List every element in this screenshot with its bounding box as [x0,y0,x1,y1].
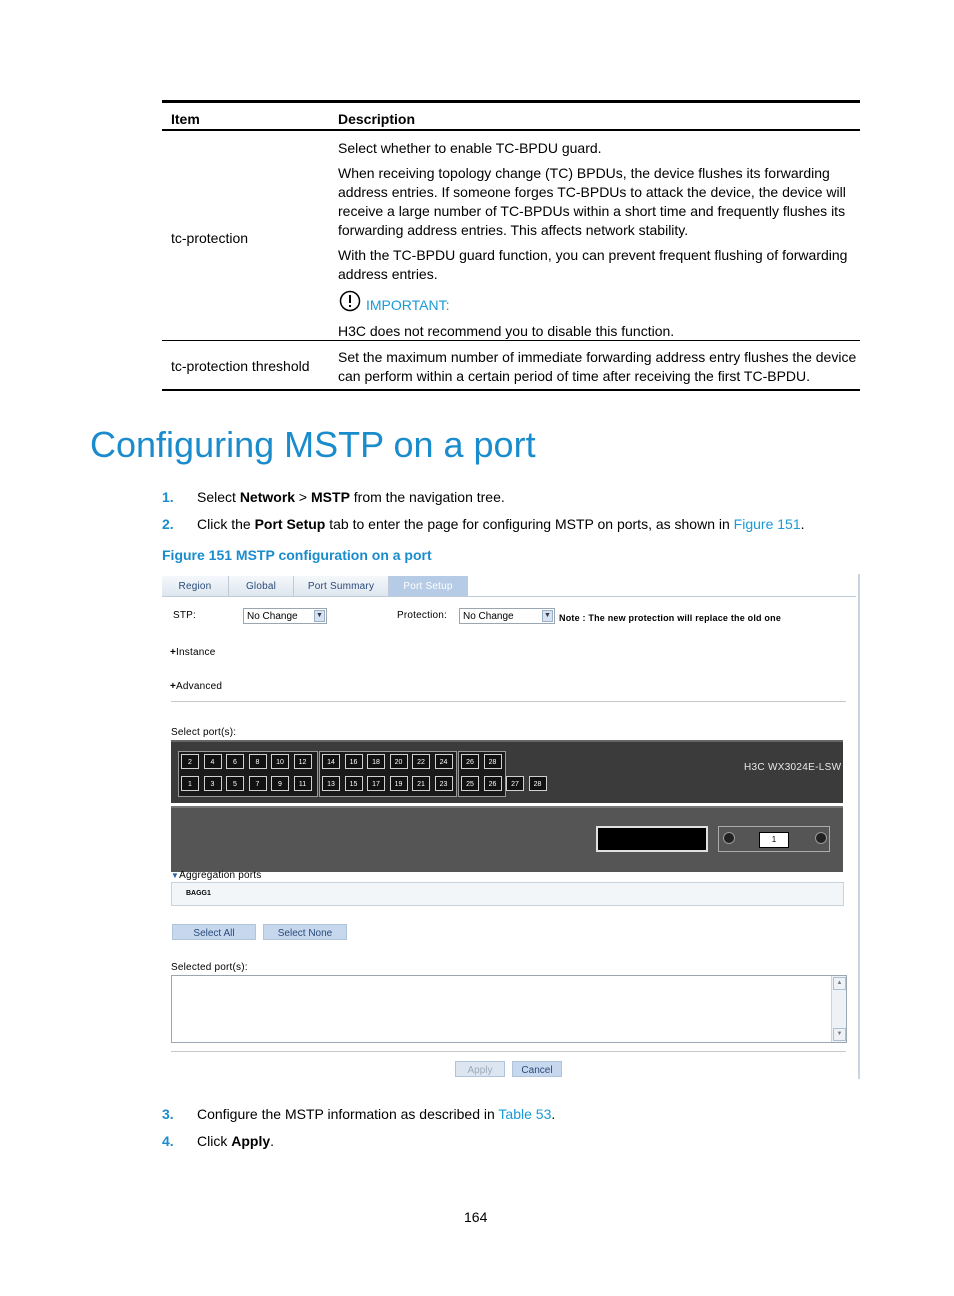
step-bold: Network [239,489,296,505]
step-bold: MSTP [311,489,350,505]
port-15[interactable]: 15 [345,776,363,791]
advanced-label: Advanced [176,681,223,692]
table-cell-text: Set the maximum number of immediate forwarding address entry flushes the device [338,349,857,365]
table-row-rule [162,340,860,341]
table-cell-text: can perform within a certain period of time after receiving the first TC-BPDU. [338,368,811,384]
step-2 [162,515,174,534]
table-cell-text: Select whether to enable TC-BPDU guard. [338,140,602,156]
table-link[interactable]: Table 53 [498,1106,552,1122]
table-cell-text: forwarding address entries. This affects network stability. [338,222,689,238]
stp-select[interactable] [243,608,327,624]
port-22[interactable]: 22 [412,754,430,769]
step-text: . [551,1106,556,1122]
step-text: Click the [197,516,255,532]
step-bold: Apply [231,1133,271,1149]
scroll-up-icon[interactable]: ▲ [833,977,846,990]
plus-icon: + [170,681,177,692]
aggregation-list [171,882,844,906]
step-text: Click [197,1133,232,1149]
instance-expander[interactable] [170,647,215,658]
table-header-description: Description [338,111,416,127]
table-bottom-rule [162,389,860,391]
table-cell-text: H3C does not recommend you to disable this function. [338,323,675,339]
module-slot [718,826,830,852]
port-27[interactable]: 27 [506,776,524,791]
table-row-item: tc-protection threshold [171,358,310,374]
port-26[interactable]: 26 [461,754,479,769]
port-8[interactable]: 8 [249,754,267,769]
section-heading: Configuring MSTP on a port [90,424,536,465]
port-2[interactable]: 2 [181,754,199,769]
aggregation-item[interactable]: BAGG1 [186,890,211,897]
port-14[interactable]: 14 [322,754,340,769]
chevron-down-icon: ▼ [314,610,325,622]
table-header-rule [162,129,860,131]
tab-port-summary[interactable]: Port Summary [294,576,389,596]
step-text: . [800,516,805,532]
stp-select-value: No Change [247,611,298,622]
step-text: tab to enter the page for configuring MSTP on ports, as shown in [325,516,734,532]
port-3[interactable]: 3 [204,776,222,791]
tab-port-setup[interactable]: Port Setup [389,576,468,596]
port-24[interactable]: 24 [435,754,453,769]
step-text: Select [197,489,240,505]
selected-ports-label: Selected port(s): [171,962,248,973]
table-cell-text: With the TC-BPDU guard function, you can prevent frequent flushing of forwarding [338,247,848,263]
table-row-item: tc-protection [171,230,249,246]
slot-port[interactable] [759,832,789,848]
step-bold: Port Setup [254,516,326,532]
protection-select-value: No Change [463,611,514,622]
step-2-text [197,515,805,534]
table-header-item: Item [171,111,200,127]
selected-ports-box[interactable] [171,975,847,1043]
table-cell-text: address entries. [338,266,438,282]
advanced-expander[interactable] [170,681,222,692]
table-top-rule [162,100,860,103]
step-4-text [197,1132,274,1151]
step-number: 1. [162,489,174,505]
table-cell-text: receive a large number of TC-BPDUs within a short time and frequently flushes its [338,203,846,219]
step-3 [162,1105,174,1124]
step-number: 2. [162,516,174,532]
step-3-text [197,1105,555,1124]
table-cell-text: When receiving topology change (TC) BPDUs, the device flushes its forwarding [338,165,830,181]
port-6[interactable]: 6 [226,754,244,769]
cancel-button[interactable]: Cancel [512,1061,562,1077]
protection-select[interactable] [459,608,555,624]
port-11[interactable]: 11 [294,776,312,791]
port-25[interactable]: 25 [461,776,479,791]
table-cell-text: address entries. If someone forges TC-BPDUs to attack the device, the device will [338,184,846,200]
port-9[interactable]: 9 [271,776,289,791]
port-5[interactable]: 5 [226,776,244,791]
port-4[interactable]: 4 [204,754,222,769]
figure-caption: Figure 151 MSTP configuration on a port [162,547,432,563]
port-10[interactable]: 10 [271,754,289,769]
select-all-button[interactable]: Select All [172,924,256,940]
port-17[interactable]: 17 [367,776,385,791]
protection-label: Protection: [397,610,448,621]
port-28[interactable]: 28 [529,776,547,791]
step-text: . [270,1133,275,1149]
port-13[interactable]: 13 [322,776,340,791]
port-7[interactable]: 7 [249,776,267,791]
step-number: 3. [162,1106,174,1122]
port-23[interactable]: 23 [435,776,453,791]
tab-global[interactable]: Global [229,576,294,596]
triangle-down-icon: ▼ [171,871,180,880]
aggregation-toggle[interactable] [171,870,261,881]
expansion-slot [596,826,708,852]
device-name: H3C WX3024E-LSW [744,762,842,773]
port-26[interactable]: 26 [484,776,502,791]
step-4 [162,1132,174,1151]
aggregation-label: Aggregation ports [179,870,262,881]
step-1-text [197,488,505,507]
chevron-down-icon: ▼ [542,610,553,622]
stp-label: STP: [173,610,197,621]
port-21[interactable]: 21 [412,776,430,791]
tab-region[interactable]: Region [162,576,229,596]
port-12[interactable]: 12 [294,754,312,769]
port-1[interactable]: 1 [181,776,199,791]
port-20[interactable]: 20 [390,754,408,769]
instance-label: Instance [176,647,216,658]
port-16[interactable]: 16 [345,754,363,769]
page-number: 164 [464,1209,488,1225]
step-text: > [295,489,312,505]
apply-button[interactable]: Apply [455,1061,505,1077]
port-19[interactable]: 19 [390,776,408,791]
scroll-down-icon[interactable]: ▼ [833,1028,846,1041]
warning-icon [339,290,361,312]
step-1 [162,488,174,507]
port-28[interactable]: 28 [484,754,502,769]
divider [171,1051,846,1052]
select-none-button[interactable]: Select None [263,924,347,940]
step-text: from the navigation tree. [349,489,505,505]
screw-icon [723,832,735,844]
important-label: IMPORTANT: [366,297,450,313]
step-number: 4. [162,1133,174,1149]
screw-icon [815,832,827,844]
scrollbar[interactable] [831,976,846,1042]
select-ports-label: Select port(s): [171,727,237,738]
port-18[interactable]: 18 [367,754,385,769]
step-text: Configure the MSTP information as described in [197,1106,499,1122]
figure-link[interactable]: Figure 151 [733,516,801,532]
divider [171,701,846,702]
slot-port-label: 1 [771,835,777,844]
plus-icon: + [170,647,177,658]
protection-note: Note : The new protection will replace the old one [559,613,782,623]
screenshot-border [858,574,860,1079]
